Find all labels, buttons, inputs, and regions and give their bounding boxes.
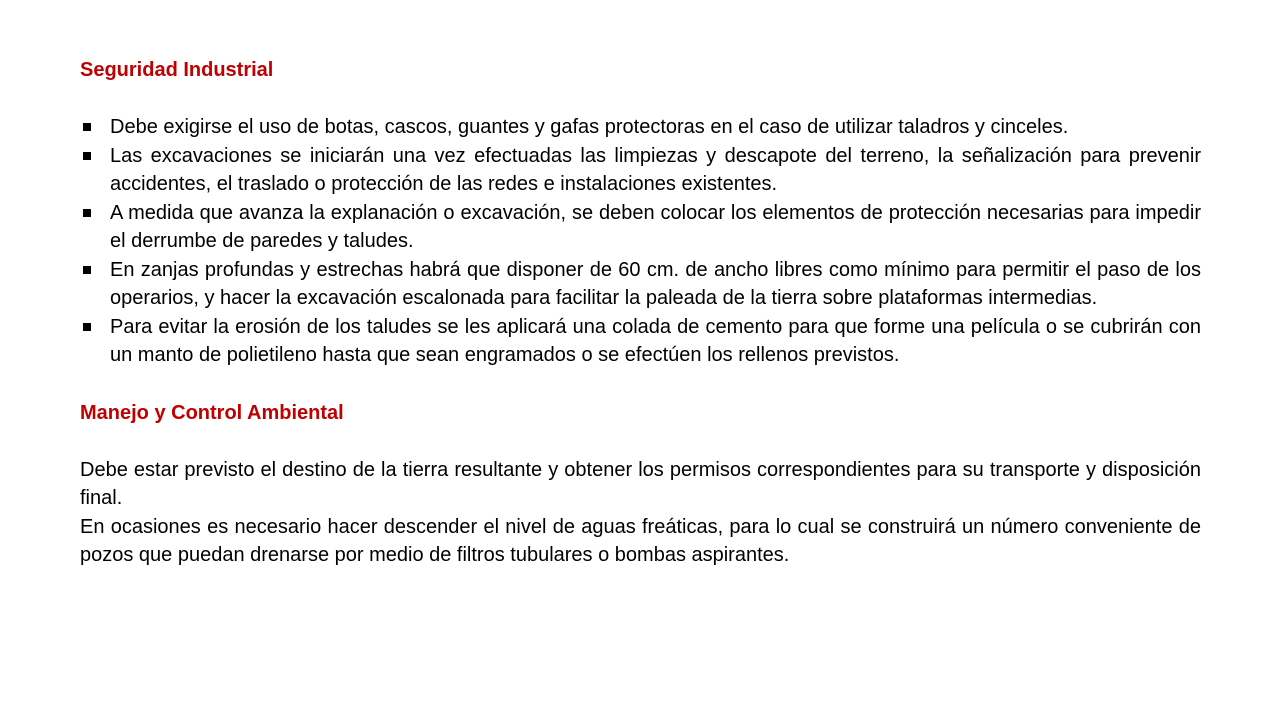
- slide-content: [80, 56, 1201, 570]
- bullet-text: A medida que avanza la explanación o excavación, se deben colocar los elementos de protección necesarias para impedir el derrumbe de paredes y taludes.: [110, 201, 1201, 252]
- section-title-manejo-control-ambiental: Manejo y Control Ambiental: [80, 401, 344, 424]
- bullet-text: En zanjas profundas y estrechas habrá que disponer de 60 cm. de ancho libres como mínimo para permitir el paso de los operarios, y hacer la excavación escalonada para facilitar la paleada de la tierra sobre plataformas intermedias.: [110, 258, 1201, 309]
- bullet-item-trenches: [80, 256, 1201, 313]
- bullet-item-ppe: [80, 113, 1201, 142]
- spacer: [80, 370, 1201, 399]
- bullet-text: Las excavaciones se iniciarán una vez efectuadas las limpiezas y descapote del terreno, la señalización para prevenir accidentes, el traslado o protección de las redes e instalaciones existentes.: [110, 144, 1201, 195]
- bullet-text: Debe exigirse el uso de botas, cascos, guantes y gafas protectoras en el caso de utilizar taladros y cinceles.: [110, 116, 1069, 138]
- bullet-item-erosion: [80, 313, 1201, 370]
- square-bullet-icon: [83, 266, 91, 274]
- environmental-paragraph-1: Debe estar previsto el destino de la tierra resultante y obtener los permisos correspondientes para su transporte y disposición final.: [80, 458, 1201, 509]
- square-bullet-icon: [83, 152, 91, 160]
- bullet-text: Para evitar la erosión de los taludes se les aplicará una colada de cemento para que forme una película o se cubrirán con un manto de polietileno hasta que sean engramados o se efectúen los rellenos previstos.: [110, 315, 1201, 366]
- square-bullet-icon: [83, 123, 91, 131]
- bullet-item-excavation-start: [80, 142, 1201, 199]
- environmental-paragraph-2: En ocasiones es necesario hacer descender el nivel de aguas freáticas, para lo cual se construirá un número conveniente de pozos que puedan drenarse por medio de filtros tubulares o bombas aspirantes.: [80, 515, 1201, 566]
- spacer: [80, 84, 1201, 113]
- section-title-seguridad-industrial: Seguridad Industrial: [80, 59, 274, 81]
- safety-bullet-list: [80, 113, 1201, 370]
- square-bullet-icon: [83, 323, 91, 331]
- spacer: [80, 427, 1201, 456]
- square-bullet-icon: [83, 209, 91, 217]
- bullet-item-protection-elements: [80, 199, 1201, 256]
